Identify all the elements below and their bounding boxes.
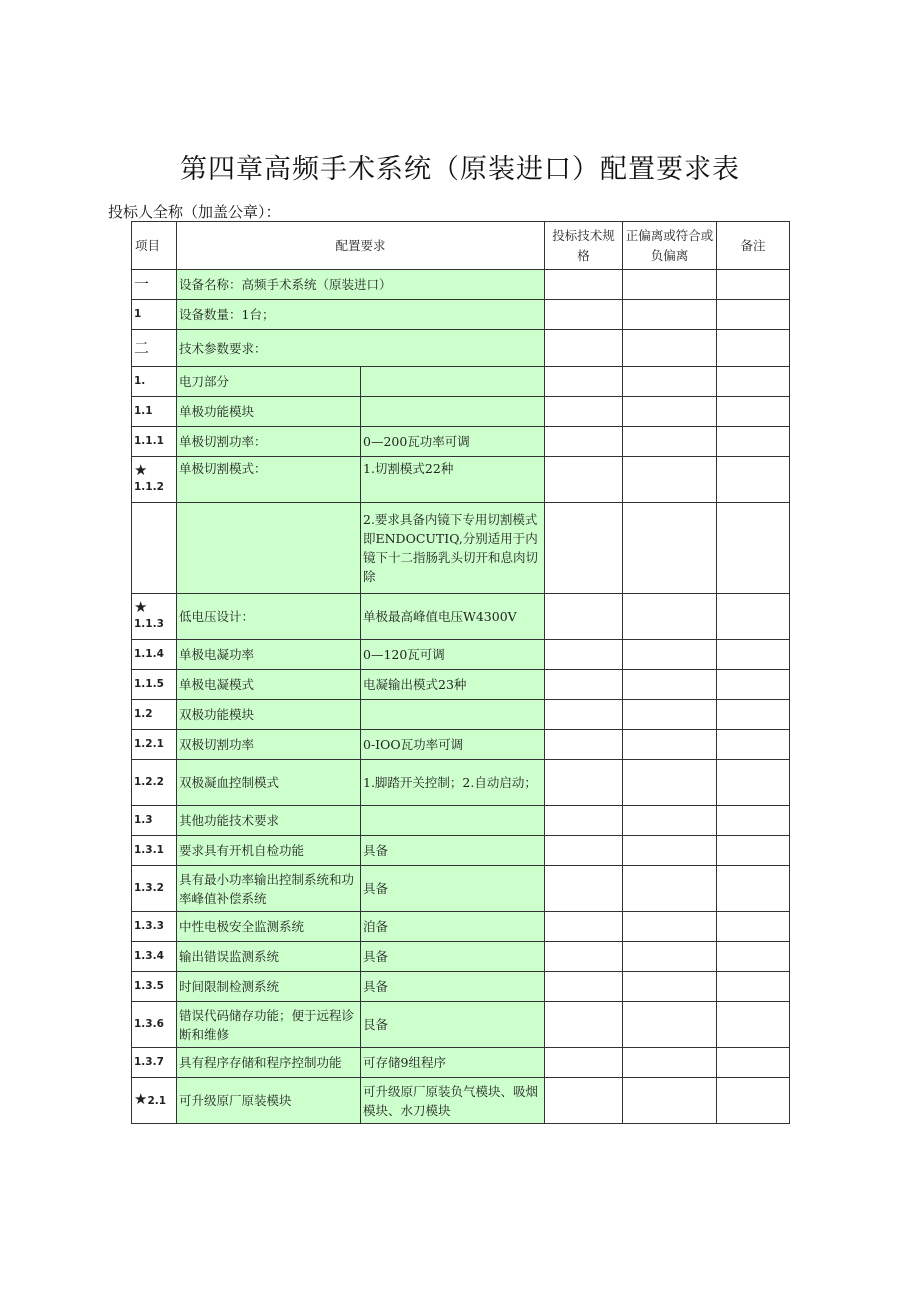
table-row	[132, 270, 790, 300]
row-number: 一	[132, 270, 177, 300]
row-number: 1.1.5	[132, 670, 177, 700]
deviation-cell[interactable]	[623, 330, 717, 367]
requirement-text: 设备名称：高频手术系统（原装进口）	[177, 270, 545, 300]
requirement-name: 要求具有开机自检功能	[177, 836, 361, 866]
row-number: 1.3.7	[132, 1048, 177, 1078]
requirement-value	[361, 806, 545, 836]
table-row	[132, 503, 790, 594]
table-row	[132, 300, 790, 330]
table-row	[132, 397, 790, 427]
row-number: 1.1	[132, 397, 177, 427]
table-row	[132, 942, 790, 972]
table-row	[132, 760, 790, 806]
deviation-cell[interactable]	[623, 503, 717, 594]
header-spec: 投标技术规格	[545, 222, 623, 270]
table-row	[132, 700, 790, 730]
row-number: 1.2.1	[132, 730, 177, 760]
table-row	[132, 330, 790, 367]
row-number: 1.1.2	[134, 481, 164, 493]
spec-cell[interactable]	[545, 300, 623, 330]
requirement-name: 单极功能模块	[177, 397, 361, 427]
header-config: 配置要求	[177, 222, 545, 270]
table-row	[132, 427, 790, 457]
requirement-name: 双极功能模块	[177, 700, 361, 730]
deviation-cell[interactable]	[623, 730, 717, 760]
spec-cell[interactable]	[545, 670, 623, 700]
row-number: 1.3.3	[132, 912, 177, 942]
row-number: 1.2	[132, 700, 177, 730]
spec-cell[interactable]	[545, 836, 623, 866]
requirement-name: 单极电凝功率	[177, 640, 361, 670]
spec-cell[interactable]	[545, 503, 623, 594]
remark-cell[interactable]	[717, 972, 790, 1002]
requirement-name: 其他功能技术要求	[177, 806, 361, 836]
requirement-value	[361, 700, 545, 730]
requirement-name: 单极切割模式：	[177, 457, 361, 503]
row-number: 1.1.1	[132, 427, 177, 457]
requirement-name: 具有程序存储和程序控制功能	[177, 1048, 361, 1078]
requirement-name: 双极切割功率	[177, 730, 361, 760]
requirement-value: 洎备	[361, 912, 545, 942]
spec-cell[interactable]	[545, 942, 623, 972]
spec-cell[interactable]	[545, 1078, 623, 1124]
spec-cell[interactable]	[545, 367, 623, 397]
row-number: 1.3.6	[132, 1002, 177, 1048]
deviation-cell[interactable]	[623, 942, 717, 972]
deviation-cell[interactable]	[623, 1048, 717, 1078]
row-number: 1.3.2	[132, 866, 177, 912]
requirement-name: 双极凝血控制模式	[177, 760, 361, 806]
remark-cell[interactable]	[717, 640, 790, 670]
requirement-value: 具备	[361, 866, 545, 912]
requirement-value: 具备	[361, 972, 545, 1002]
deviation-cell[interactable]	[623, 806, 717, 836]
row-number: 1.3	[132, 806, 177, 836]
requirement-value: 具备	[361, 942, 545, 972]
table-row	[132, 806, 790, 836]
row-number: 1	[132, 300, 177, 330]
requirement-value: 0—120瓦可调	[361, 640, 545, 670]
row-number-cell	[132, 594, 177, 640]
requirement-value: 2.要求具备内镜下专用切割模式即ENDOCUTIQ,分别适用于内镜下十二指肠乳头切开和息肉切除	[361, 503, 545, 594]
spec-cell[interactable]	[545, 427, 623, 457]
requirement-value: 可存储9组程序	[361, 1048, 545, 1078]
page-title: 第四章高频手术系统（原装进口）配置要求表	[180, 154, 740, 185]
deviation-cell[interactable]	[623, 866, 717, 912]
spec-cell[interactable]	[545, 760, 623, 806]
spec-cell[interactable]	[545, 330, 623, 367]
header-remark: 备注	[717, 222, 790, 270]
remark-cell[interactable]	[717, 1048, 790, 1078]
deviation-cell[interactable]	[623, 270, 717, 300]
requirement-name: 电刀部分	[177, 367, 361, 397]
requirement-name: 可升级原厂原装模块	[177, 1078, 361, 1124]
requirement-name: 中性电极安全监测系统	[177, 912, 361, 942]
requirement-value: 1.脚踏开关控制；2.自动启动；	[361, 760, 545, 806]
table-row	[132, 367, 790, 397]
requirement-name: 错误代码储存功能；便于远程诊断和维修	[177, 1002, 361, 1048]
row-number: 1.	[132, 367, 177, 397]
deviation-cell[interactable]	[623, 1002, 717, 1048]
star-icon: ★	[134, 461, 148, 479]
remark-cell[interactable]	[717, 730, 790, 760]
requirement-value: 电凝输出模式23种	[361, 670, 545, 700]
requirement-value: 艮备	[361, 1002, 545, 1048]
row-number	[132, 503, 177, 594]
spec-cell[interactable]	[545, 270, 623, 300]
spec-cell[interactable]	[545, 730, 623, 760]
requirement-text: 设备数量：1台；	[177, 300, 545, 330]
requirement-value: 0-IOO瓦功率可调	[361, 730, 545, 760]
row-number-cell	[132, 457, 177, 503]
table-row	[132, 457, 790, 503]
spec-cell[interactable]	[545, 397, 623, 427]
requirement-value: 1.切割模式22种	[361, 457, 545, 503]
deviation-cell[interactable]	[623, 640, 717, 670]
requirement-value: 可升级原厂原装负气模块、吸烟模块、水刀模块	[361, 1078, 545, 1124]
row-number: 1.2.2	[132, 760, 177, 806]
remark-cell[interactable]	[717, 942, 790, 972]
requirement-value	[361, 367, 545, 397]
row-number: 1.1.4	[132, 640, 177, 670]
remark-cell[interactable]	[717, 700, 790, 730]
row-number: 2.1	[147, 1094, 167, 1107]
requirement-value: 0—200瓦功率可调	[361, 427, 545, 457]
requirement-name: 输出错误监测系统	[177, 942, 361, 972]
remark-cell[interactable]	[717, 670, 790, 700]
table-header-row	[132, 222, 790, 270]
deviation-cell[interactable]	[623, 836, 717, 866]
requirement-value: 单极最高峰值电压W4300V	[361, 594, 545, 640]
deviation-cell[interactable]	[623, 1078, 717, 1124]
remark-cell[interactable]	[717, 836, 790, 866]
requirement-name: 时间限制检测系统	[177, 972, 361, 1002]
requirement-name: 单极电凝模式	[177, 670, 361, 700]
deviation-cell[interactable]	[623, 397, 717, 427]
table-row	[132, 1048, 790, 1078]
requirement-value: 具备	[361, 836, 545, 866]
spec-cell[interactable]	[545, 1002, 623, 1048]
remark-cell[interactable]	[717, 330, 790, 367]
requirement-value	[361, 397, 545, 427]
row-number: 1.3.5	[132, 972, 177, 1002]
remark-cell[interactable]	[717, 1002, 790, 1048]
row-number: 1.3.4	[132, 942, 177, 972]
requirement-name: 具有最小功率输出控制系统和功率峰值补偿系统	[177, 866, 361, 912]
deviation-cell[interactable]	[623, 700, 717, 730]
star-icon: ★	[134, 598, 148, 616]
bidder-name-label: 投标人全称（加盖公章）：	[108, 203, 281, 221]
table-row	[132, 912, 790, 942]
deviation-cell[interactable]	[623, 594, 717, 640]
requirement-name: 单极切割功率：	[177, 427, 361, 457]
deviation-cell[interactable]	[623, 760, 717, 806]
spec-cell[interactable]	[545, 640, 623, 670]
table-row	[132, 972, 790, 1002]
remark-cell[interactable]	[717, 1078, 790, 1124]
star-icon: ★	[134, 1089, 148, 1108]
remark-cell[interactable]	[717, 457, 790, 503]
config-requirements-table	[131, 221, 790, 1124]
deviation-cell[interactable]	[623, 367, 717, 397]
remark-cell[interactable]	[717, 270, 790, 300]
remark-cell[interactable]	[717, 427, 790, 457]
deviation-cell[interactable]	[623, 457, 717, 503]
row-number-cell	[132, 1078, 177, 1124]
remark-cell[interactable]	[717, 503, 790, 594]
requirement-name: 低电压设计：	[177, 594, 361, 640]
header-deviation: 正偏离或符合或负偏离	[623, 222, 717, 270]
spec-cell[interactable]	[545, 700, 623, 730]
requirement-text: 技术参数要求：	[177, 330, 545, 367]
deviation-cell[interactable]	[623, 912, 717, 942]
spec-cell[interactable]	[545, 594, 623, 640]
remark-cell[interactable]	[717, 912, 790, 942]
remark-cell[interactable]	[717, 594, 790, 640]
spec-cell[interactable]	[545, 912, 623, 942]
spec-cell[interactable]	[545, 457, 623, 503]
row-number: 1.1.3	[134, 618, 164, 630]
header-item: 项目	[132, 222, 177, 270]
table-row	[132, 866, 790, 912]
table-row	[132, 1002, 790, 1048]
deviation-cell[interactable]	[623, 670, 717, 700]
deviation-cell[interactable]	[623, 972, 717, 1002]
table-row	[132, 640, 790, 670]
row-number: 二	[132, 330, 177, 367]
requirement-name	[177, 503, 361, 594]
spec-cell[interactable]	[545, 1048, 623, 1078]
remark-cell[interactable]	[717, 367, 790, 397]
row-number: 1.3.1	[132, 836, 177, 866]
spec-cell[interactable]	[545, 972, 623, 1002]
deviation-cell[interactable]	[623, 300, 717, 330]
table-row	[132, 594, 790, 640]
table-row	[132, 670, 790, 700]
table-row	[132, 836, 790, 866]
spec-cell[interactable]	[545, 866, 623, 912]
remark-cell[interactable]	[717, 866, 790, 912]
table-row	[132, 730, 790, 760]
remark-cell[interactable]	[717, 806, 790, 836]
spec-cell[interactable]	[545, 806, 623, 836]
deviation-cell[interactable]	[623, 427, 717, 457]
table-row	[132, 1078, 790, 1124]
remark-cell[interactable]	[717, 300, 790, 330]
remark-cell[interactable]	[717, 760, 790, 806]
remark-cell[interactable]	[717, 397, 790, 427]
